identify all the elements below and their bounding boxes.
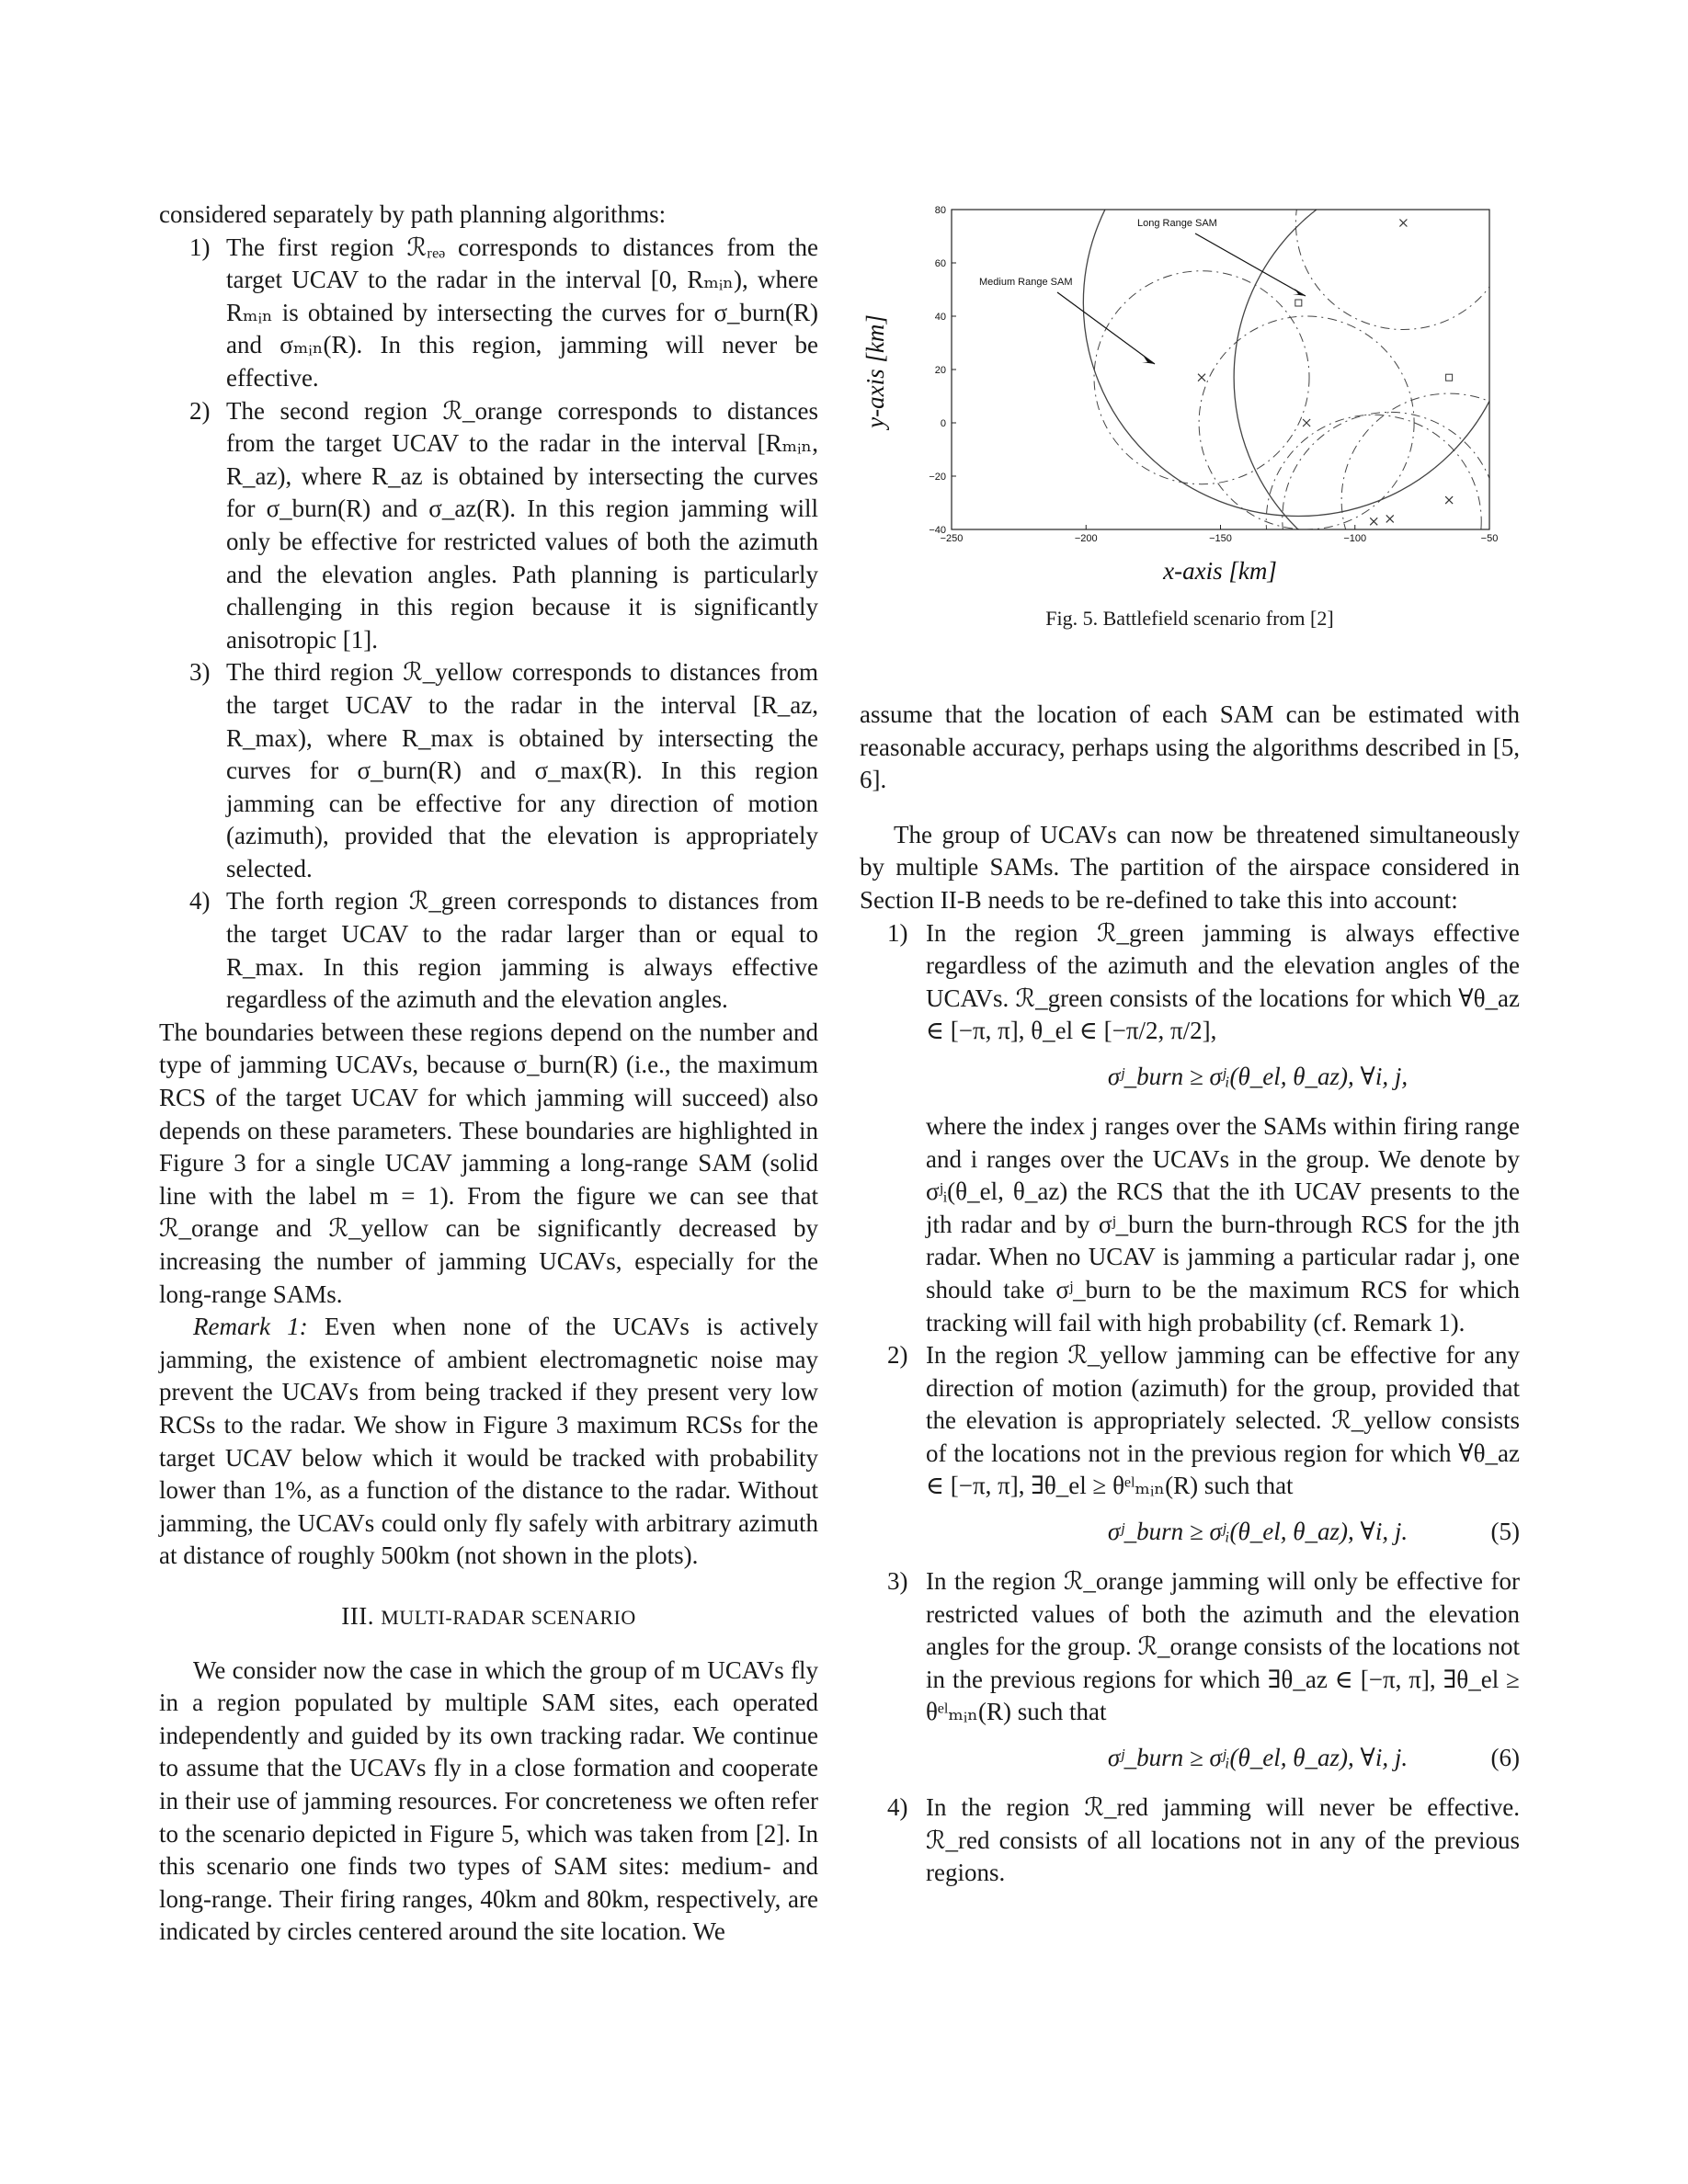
y-tick-label: 40 — [934, 312, 946, 323]
long-range-circle — [1083, 199, 1513, 517]
section-title: MULTI-RADAR SCENARIO — [381, 1605, 636, 1629]
remark-label: Remark 1: — [193, 1313, 308, 1341]
y-tick-label: −40 — [929, 525, 946, 536]
list-item — [159, 656, 818, 885]
equation-body: σʲ_burn ≥ σʲᵢ(θ_el, θ_az), ∀i, j. — [1107, 1744, 1409, 1772]
y-tick-label: −20 — [929, 472, 946, 483]
item-number: 3) — [887, 1567, 908, 1596]
x-tick-label: −50 — [1480, 533, 1499, 544]
list-item — [860, 917, 1520, 1340]
item-text: where the index j ranges over the SAMs within firing range and i ranges over the UCAVs in the group. We denote by σʲᵢ(θ_el, θ_az) the RCS that the ith UCAV presents to the jth radar and by σʲ_burn the burn-through RCS for the jth radar. When no UCAV is jamming a particular radar j, one should take σʲ_burn to be the maximum RCS for which tracking will fail with high probability (cf. Remark 1). — [926, 1111, 1520, 1337]
item-number: 2) — [887, 1341, 908, 1370]
item-number: 4) — [189, 887, 211, 916]
x-tick-label: −100 — [1343, 533, 1367, 544]
item-text: The third region ℛ_yellow corresponds to distances from the target UCAV to the radar in the interval [R_az, R_max), where R_max is obtained by intersecting the curves for σ_burn(R) and σ_max(R). In this region jamming can be effective for any direction of motion (azimuth), provided that the elevation is appropriately selected. — [226, 658, 818, 882]
y-axis-label: y-axis [km] — [861, 314, 889, 428]
arrow-long-range — [1195, 233, 1306, 296]
y-tick-label: 20 — [934, 365, 946, 376]
long-range-sam-marker — [1446, 374, 1453, 381]
medium-range-sam-marker — [1370, 518, 1377, 525]
medium-range-sam-marker — [1198, 374, 1205, 381]
section-heading — [159, 1600, 818, 1634]
y-tick-label: 60 — [934, 258, 946, 269]
equation-number: (5) — [1490, 1518, 1520, 1546]
item-text: In the region ℛ_green jamming is always effective regardless of the azimuth and the elevation angles of the UCAVs. ℛ_green consists of the locations for which ∀θ_az ∈ [−π, π], θ_el ∈ [−π/2, π/2], — [926, 918, 1520, 1045]
item-number: 1) — [189, 233, 211, 261]
region-list — [159, 232, 818, 1017]
equation — [926, 1516, 1520, 1553]
y-tick-label: 80 — [934, 205, 946, 216]
plot-frame — [952, 210, 1489, 529]
figure-caption: Fig. 5. Battlefield scenario from [2] — [1045, 607, 1334, 630]
medium-range-circle — [1295, 199, 1511, 330]
equation-body: σʲ_burn ≥ σʲᵢ(θ_el, θ_az), ∀i, j. — [1107, 1518, 1409, 1546]
item-text: The first region ℛᵣₑₔ corresponds to distances from the target UCAV to the radar in the interval [0, Rₘᵢₙ), where Rₘᵢₙ is obtained by intersecting the curves for σ_burn(R) and σₘᵢₙ(R). In this region, jamming will never be effective. — [226, 233, 818, 392]
list-item — [159, 885, 818, 1016]
intro-text: considered separately by path planning algorithms: — [159, 200, 667, 228]
item-number: 4) — [887, 1793, 908, 1822]
section-paragraph: We consider now the case in which the group of m UCAVs fly in a region populated by multiple SAM sites, each operated independently and guided by its own tracking radar. We continue to assume that the UCAVs fly in a close formation and cooperate in their use of jamming resources. For concreteness we often refer to the scenario depicted in Figure 5, which was taken from [2]. In this scenario one finds two types of SAM sites: medium- and long-range. Their firing ranges, 40km and 80km, respectively, are indicated by circles centered around the site location. We — [159, 1655, 818, 1946]
long-range-circle — [1234, 199, 1520, 591]
paragraph-2: The group of UCAVs can now be threatened simultaneously by multiple SAMs. The partition of the airspace considered in Section II-B needs to be re-defined to take this into account: — [860, 820, 1520, 914]
arrow-medium-range — [1057, 292, 1155, 364]
annotation-long-range: Long Range SAM — [1137, 218, 1217, 229]
list-item — [159, 232, 818, 395]
medium-range-sam-marker — [1399, 220, 1407, 227]
section-number: III. — [341, 1601, 374, 1630]
medium-range-circle — [1341, 393, 1520, 594]
boundaries-paragraph: The boundaries between these regions depend on the number and type of jamming UCAVs, because σ_burn(R) (i.e., the maximum RCS of the target UCAV for which jamming will succeed) also depends on these parameters. These boundaries are highlighted in Figure 3 for a single UCAV jamming a long-range SAM (solid line with the label m = 1). From the figure we can see that ℛ_orange and ℛ_yellow can be significantly decreased by increasing the number of jamming UCAVs, especially for the long-range SAMs. — [159, 1018, 818, 1308]
arrowhead-medium-range — [1142, 357, 1155, 364]
medium-range-sam-marker — [1445, 496, 1453, 504]
x-tick-label: −150 — [1209, 533, 1232, 544]
x-axis-label: x-axis [km] — [1163, 557, 1277, 585]
item-number: 2) — [189, 396, 211, 425]
left-column — [159, 199, 818, 1949]
item-number: 3) — [189, 658, 211, 687]
item-number: 1) — [887, 918, 908, 947]
remark-paragraph — [159, 1311, 818, 1573]
equation-number: (6) — [1490, 1744, 1520, 1772]
list-item — [159, 395, 818, 657]
equation — [926, 1742, 1520, 1779]
equation-body: σʲ_burn ≥ σʲᵢ(θ_el, θ_az), ∀i, j, — [1107, 1062, 1409, 1090]
medium-range-circle — [1283, 412, 1498, 594]
list-item — [860, 1565, 1520, 1779]
battlefield-chart — [860, 199, 1520, 594]
y-tick-label: 0 — [940, 418, 946, 429]
item-text: In the region ℛ_yellow jamming can be effective for any direction of motion (azimuth) for the group, provided that the elevation is appropriately selected. ℛ_yellow consists of the locations not in the previous region for which ∀θ_az ∈ [−π, π], ∃θ_el ≥ θᵉˡₘᵢₙ(R) such that — [926, 1341, 1520, 1500]
annotation-medium-range: Medium Range SAM — [979, 277, 1073, 288]
multi-radar-list — [860, 917, 1520, 1890]
item-text: The second region ℛ_orange corresponds to distances from the target UCAV to the radar in the interval [Rₘᵢₙ, R_az), where R_az is obtained by intersecting the curves for σ_burn(R) and σ_az(R). In this region jamming will only be effective for restricted values of both the azimuth and the elevation angles. Path planning is particularly challenging in this region because it is significantly anisotropic [1]. — [226, 396, 818, 654]
item-text: In the region ℛ_orange jamming will only be effective for restricted values of both the azimuth and the elevation angles for the group. ℛ_orange consists of the locations not in the previous regions for which ∃θ_az ∈ [−π, π], ∃θ_el ≥ θᵉˡₘᵢₙ(R) such that — [926, 1567, 1520, 1726]
medium-range-circle — [1266, 415, 1481, 594]
item-text: The forth region ℛ_green corresponds to distances from the target UCAV to the radar larger than or equal to R_max. In this region jamming is always effective regardless of the azimuth and the elevation angles. — [226, 887, 818, 1014]
x-tick-label: −250 — [940, 533, 964, 544]
list-item — [860, 1339, 1520, 1553]
medium-range-sam-marker — [1303, 419, 1310, 427]
medium-range-sam-marker — [1386, 515, 1394, 522]
long-range-sam-marker — [1295, 300, 1302, 306]
list-item — [860, 1792, 1520, 1890]
right-column — [860, 699, 1520, 1890]
x-tick-label: −200 — [1074, 533, 1098, 544]
paragraph-1: assume that the location of each SAM can be estimated with reasonable accuracy, perhaps using the algorithms described in [5, 6]. — [860, 700, 1520, 794]
item-text: In the region ℛ_red jamming will never be effective. ℛ_red consists of all locations not in any of the previous regions. — [926, 1793, 1520, 1887]
equation — [926, 1061, 1520, 1098]
remark-text: Even when none of the UCAVs is actively jamming, the existence of ambient electromagnetic noise may prevent the UCAVs from being tracked if they present very low RCSs to the radar. We show in Figure 3 maximum RCSs for the target UCAV below which it would be tracked with probability lower than 1%, as a function of the distance to the radar. Without jamming, the UCAVs could only fly safely with arbitrary azimuth at distance of roughly 500km (not shown in the plots). — [159, 1313, 818, 1570]
figure-5 — [860, 199, 1520, 640]
